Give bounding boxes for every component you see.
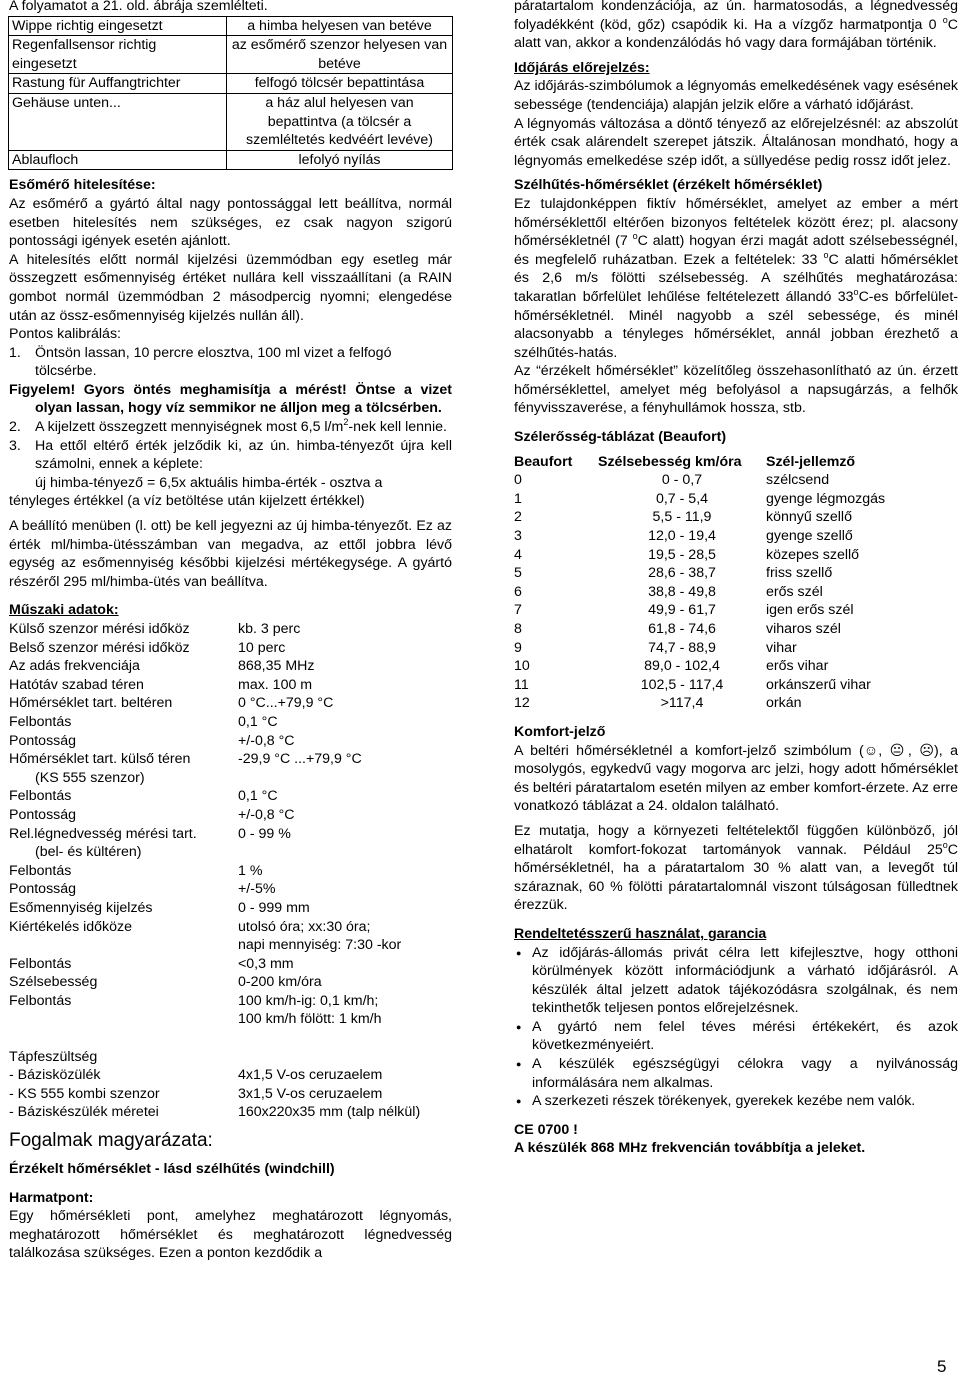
windchill-paragraph-1: Ez tulajdonképpen fiktív hőmérséklet, amelyet az ember a mért hőmérséklettől eltérően bizonyos feltételek között érez; pl. alacsony hőmérsékletnél (7 $^o$C alatt) hogyan érzi magát adott szélsebességnél, és megfelelő ruházatban. Ezek a feltételek: 33 $^o$C alatti hőmérséklet és 2,6 m/s fölötti szélsebesség. A szélhűtés meghatározása: takaratlan bőrfelület lehűlése feltételezett állandó 33$^o$C-es bőrfelület-hőmérsékletnél. Minél nagyobb a szél sebessége, és minél alacsonyabb a tényleges hőmérséklet, annál jobban érezhető a szélhűtés-hatás. <box>514 195 959 361</box>
list-item: ● Az időjárás-állomás privát célra lett kifejlesztve, hogy otthoni körülmények között információdjunk a várható időjárásról. A készülék által jelzett adatok tájékozódásra szolgálnak, és nem tekinthetők teljesen pontos előrejelzésnek. <box>514 944 958 1018</box>
beaufort-number: 2 <box>514 509 522 526</box>
dewpoint-paragraph: Egy hőmérsékleti pont, amelyhez meghatározott légnyomás, meghatározott hőmérséklet és meghatározott légnedvesség találkozása szükséges. Ezen a ponton kezdődik a <box>9 1208 452 1262</box>
spec-key <box>9 1010 238 1029</box>
wind-description: orkán <box>766 695 802 712</box>
beaufort-number: 12 <box>514 695 530 712</box>
wind-speed: 28,6 - 38,7 <box>648 565 716 582</box>
spec-value: 160x220x35 mm (talp nélkül) <box>238 1104 421 1121</box>
wind-description: friss szellő <box>766 565 833 582</box>
precise-calibration-label: Pontos kalibrálás: <box>9 326 121 343</box>
beaufort-column-header: Szélsebesség km/óra <box>598 453 742 470</box>
spec-key: Szélsebesség <box>9 974 98 991</box>
spec-key: (KS 555 szenzor) <box>35 769 145 786</box>
spec-value: 100 km/h-ig: 0,1 km/h; <box>238 992 379 1009</box>
step-text: A kijelzett összegzett mennyiségnek most 6,5 $l/m^2$-nek kell lennie. <box>35 417 447 436</box>
spec-value: 0,1 °C <box>238 788 278 805</box>
frequency-note: A készülék 868 MHz frekvencián továbbítja a jeleket. <box>514 1140 866 1157</box>
beaufort-number: 5 <box>514 565 522 582</box>
spec-key: Hatótáv szabad téren <box>9 676 144 693</box>
spec-key: Felbontás <box>9 713 72 730</box>
wind-speed: >117,4 <box>660 695 704 712</box>
spec-key: Pontosság <box>9 806 77 823</box>
wind-description: orkánszerű vihar <box>766 676 871 693</box>
german-term: Rastung für Auffangtrichter <box>9 74 227 94</box>
windchill-paragraph-2: Az “érzékelt hőmérséklet” közelítőleg összehasonlítható az ún. érzett hőmérséklettel, amelyet még befolyásol a napsugárzás, a felhők fényvisszaverése, a fényhullámok hossza, stb. <box>514 363 958 417</box>
forecast-paragraph-1: Az időjárás-szimbólumok a légnyomás emelkedésének vagy esésének sebessége (tendenciája) alapján jelzik előre a várható időjárást. <box>514 78 958 113</box>
step-number: 2. <box>9 419 21 436</box>
wind-description: gyenge szellő <box>766 528 853 545</box>
wind-speed: 0,7 - 5,4 <box>655 490 709 507</box>
hungarian-term: a ház alul helyesen van bepattintva (a tölcsér a szemléltetés kedvéért levéve) <box>227 93 453 150</box>
right-column <box>514 0 958 1158</box>
spec-value: 0,1 °C <box>238 713 278 730</box>
spec-key: Felbontás <box>9 788 72 805</box>
spec-value: napi mennyiség: 7:30 -kor <box>238 937 402 954</box>
wind-description: szélcsend <box>766 472 830 489</box>
spec-value <box>238 1029 452 1048</box>
table-row <box>9 93 453 150</box>
calibration-heading: Esőmérő hitelesítése: <box>9 177 156 194</box>
calibration-warning: Figyelem! Gyors öntés meghamisítja a mérést! Öntse a vizet olyan lassan, hogy víz semmikor ne álljon meg a tölcsérben. <box>9 381 452 417</box>
spec-key: Hőmérséklet tart. külső téren <box>9 751 191 768</box>
spec-key: Pontosság <box>9 881 77 898</box>
spec-key: Felbontás <box>9 862 72 879</box>
wind-speed: 19,5 - 28,5 <box>648 546 716 563</box>
spec-value: 3x1,5 V-os ceruzaelem <box>238 1085 383 1102</box>
wind-description: közepes szellő <box>766 546 860 563</box>
spec-key: Felbontás <box>9 955 72 972</box>
spec-value <box>238 1048 452 1067</box>
spec-key: Az adás frekvenciája <box>9 658 140 675</box>
spec-value <box>238 769 452 788</box>
table-row <box>9 150 453 170</box>
technical-data-list <box>9 620 452 1122</box>
wind-speed: 102,5 - 117,4 <box>640 676 724 693</box>
spec-value: -29,9 °C ...+79,9 °C <box>238 751 362 768</box>
comfort-paragraph-1: A beltéri hőmérsékletnél a komfort-jelző szimbólum (☺, 😐, ☹), a mosolygós, egykedvű vagy mogorva arc jelzi, hogy adott hőmérséklet és beltéri páratartalom esetén milyen az ember komfort-érzete. Az erre vonatkozó táblázat a 24. oldalon található. <box>514 742 958 815</box>
technical-data-heading: Műszaki adatok: <box>9 602 119 619</box>
spec-value: 0 - 999 mm <box>238 899 310 916</box>
spec-value: +/-0,8 °C <box>238 732 295 749</box>
wind-speed: 0 - 0,7 <box>661 472 703 489</box>
spec-value <box>238 843 452 862</box>
step-number: 3. <box>9 437 21 454</box>
calibration-paragraph-1: Az esőmérő a gyártó által nagy pontossággal lett beállítva, normál esetben hitelesítés nem szükséges, ez csak nagyon szigorú pontossági igények esetén ajánlott. <box>9 195 452 250</box>
calibration-paragraph-2: A hitelesítés előtt normál kijelzési üzemmódban egy esetleg már összegzett esőmennyiség értéket nullára kell visszaállítani (a RAIN gombot normál üzemmódban 2 másodpercig nyomni; elengedése után az össz-esőmennyiség kijelzés nullán áll). <box>9 251 452 324</box>
spec-value: +/-0,8 °C <box>238 806 295 823</box>
hungarian-term: az esőmérő szenzor helyesen van betéve <box>227 36 453 74</box>
comfort-heading: Komfort-jelző <box>514 723 606 740</box>
wind-speed: 38,8 - 49,8 <box>648 583 716 600</box>
wind-description: erős szél <box>766 583 823 600</box>
beaufort-heading: Szélerősség-táblázat (Beaufort) <box>514 429 727 446</box>
spec-key: Pontosság <box>9 732 77 749</box>
formula-line-1: új himba-tényező = 6,5x aktuális himba-érték - osztva a <box>35 474 383 491</box>
table-row <box>9 16 453 36</box>
comfort-paragraph-2: Ez mutatja, hogy a környezeti feltételektől függően különböző, jól elhatárolt komfort-fokozat tartományok vannak. Például 25$^o$C hőmérsékletnél, ha a páratartalom 30 % alatt van, a levegőt túl száraznak, 60 % fölötti páratartalomnál viszont túlságosan fülledtnek érezzük. <box>514 822 958 914</box>
spec-value: +/-5% <box>238 881 276 898</box>
spec-value: <0,3 mm <box>238 955 294 972</box>
german-term: Gehäuse unten... <box>9 93 227 150</box>
spec-value: 0 °C...+79,9 °C <box>238 695 334 712</box>
windchill-heading: Szélhűtés-hőmérséklet (érzékelt hőmérséklet) <box>514 177 823 194</box>
beaufort-number: 4 <box>514 546 522 563</box>
german-term: Regenfallsensor richtig eingesetzt <box>9 36 227 74</box>
part-translation-table <box>8 16 453 171</box>
spec-value: 4x1,5 V-os ceruzaelem <box>238 1067 383 1084</box>
dewpoint-continuation: páratartalom kondenzációja, az ún. harmatosodás, a légnedvesség folyadékként (köd, gőz) csapódik ki. Ha a vízgőz harmatpontja 0 $^o$C alatt van, akkor a kondenzálódás hó vagy dara formájában történik. <box>514 0 958 52</box>
wind-speed: 5,5 - 11,9 <box>652 509 712 526</box>
beaufort-number: 6 <box>514 583 522 600</box>
spec-key <box>9 936 238 955</box>
spec-key: Rel.légnedvesség mérési tart. <box>9 825 197 842</box>
spec-key: Hőmérséklet tart. beltéren <box>9 695 173 712</box>
german-term: Wippe richtig eingesetzt <box>9 16 227 36</box>
spec-key <box>9 1029 238 1048</box>
table-row <box>9 36 453 74</box>
beaufort-number: 9 <box>514 639 522 656</box>
left-column <box>9 0 452 1263</box>
list-item: ● A szerkezeti részek törékenyek, gyerekek kezébe nem valók. <box>514 1092 958 1111</box>
spec-key: - Báziskészülék méretei <box>9 1104 159 1121</box>
concepts-heading: Fogalmak magyarázata: <box>9 1130 213 1152</box>
wind-description: vihar <box>766 639 797 656</box>
german-term: Ablaufloch <box>9 150 227 170</box>
beaufort-table <box>514 453 958 713</box>
wind-description: viharos szél <box>766 621 841 637</box>
hungarian-term: lefolyó nyílás <box>227 150 453 170</box>
wind-description: könnyű szellő <box>766 509 852 526</box>
step-text: Öntsön lassan, 10 percre elosztva, 100 ml vizet a felfogó tölcsérbe. <box>35 344 392 380</box>
page-number: 5 <box>937 1357 947 1376</box>
wind-description: igen erős szél <box>766 602 854 619</box>
spec-key: Külső szenzor mérési időköz <box>9 621 190 637</box>
use-warranty-heading: Rendeltetésszerű használat, garancia <box>514 925 767 942</box>
dewpoint-heading: Harmatpont: <box>9 1189 94 1206</box>
beaufort-number: 7 <box>514 602 522 619</box>
forecast-heading: Időjárás előrejelzés: <box>514 59 650 76</box>
list-item: ● A gyártó nem felel téves mérési értékekért, és azok következményeiért. <box>514 1018 958 1055</box>
wind-speed: 74,7 - 88,9 <box>648 639 716 656</box>
beaufort-number: 11 <box>514 676 529 693</box>
calibration-step-3 <box>9 437 452 474</box>
spec-key: Esőmennyiség kijelzés <box>9 899 153 916</box>
beaufort-column-header: Szél-jellemző <box>766 453 856 470</box>
forecast-paragraph-2: A légnyomás változása a döntő tényező az előrejelzésnél: az abszolút érték csak alárendelt szerepet játszik. Általánosan mondható, hogy a légnyomás emelkedése szép időt, a süllyedése pedig rossz időt jelez. <box>514 115 958 169</box>
spec-value: 100 km/h fölött: 1 km/h <box>238 1011 382 1028</box>
wind-speed: 89,0 - 102,4 <box>644 658 720 675</box>
beaufort-column-header: Beaufort <box>514 453 573 470</box>
table-row <box>9 74 453 94</box>
spec-key: Belső szenzor mérési időköz <box>9 639 190 656</box>
spec-value: kb. 3 perc <box>238 621 301 637</box>
step-text: Ha ettől eltérő érték jelződik ki, az ún. himba-tényezőt újra kell számolni, ennek a képlete: <box>35 437 452 473</box>
beaufort-number: 10 <box>514 658 530 675</box>
wind-speed: 49,9 - 61,7 <box>648 602 716 619</box>
windchill-reference: Érzékelt hőmérséklet - lásd szélhűtés (windchill) <box>9 1161 335 1178</box>
calibration-step-2 <box>9 418 452 437</box>
spec-key: Kiértékelés időköze <box>9 918 133 935</box>
spec-key: - Bázisközülék <box>9 1067 101 1084</box>
wind-speed: 61,8 - 74,6 <box>648 621 716 637</box>
wind-description: erős vihar <box>766 658 829 675</box>
spec-key: (bel- és kültéren) <box>35 844 142 861</box>
ce-mark: CE 0700 ! <box>514 1121 578 1138</box>
beaufort-number: 1 <box>514 490 522 507</box>
use-warranty-list <box>514 944 958 1111</box>
calibration-step-1 <box>9 344 452 381</box>
list-item: ● A készülék egészségügyi célokra vagy a nyilvánosság informálására nem alkalmas. <box>514 1055 958 1092</box>
spec-key: - KS 555 kombi szenzor <box>9 1085 160 1102</box>
spec-key: Tápfeszültség <box>9 1048 98 1065</box>
spec-key: Felbontás <box>9 992 72 1009</box>
step-number: 1. <box>9 344 21 361</box>
intro-line: A folyamatot a 21. old. ábrája szemlélteti. <box>9 0 268 14</box>
spec-value: 1 % <box>238 862 263 879</box>
spec-value: utolsó óra; xx:30 óra; <box>238 918 371 935</box>
beaufort-number: 0 <box>514 472 522 489</box>
wind-speed: 12,0 - 19,4 <box>648 528 716 545</box>
beaufort-number: 8 <box>514 621 522 637</box>
setup-paragraph: A beállító menüben (l. ott) be kell jegyezni az új himba-tényezőt. Ez az érték ml/himba-ütésszámban van megadva, az ettől jobbra lévő egység az esőmennyiség későbbi kijelzési mértékegysége. A gyártó részéről 295 ml/himba-ütés van beállítva. <box>9 518 452 590</box>
spec-value: 0 - 99 % <box>238 825 291 842</box>
spec-value: 10 perc <box>238 639 286 656</box>
hungarian-term: felfogó tölcsér bepattintása <box>227 74 453 94</box>
hungarian-term: a himba helyesen van betéve <box>227 16 453 36</box>
beaufort-number: 3 <box>514 528 522 545</box>
spec-value: 868,35 MHz <box>238 658 315 675</box>
spec-value: max. 100 m <box>238 676 313 693</box>
wind-description: gyenge légmozgás <box>766 490 886 507</box>
spec-value: 0-200 km/óra <box>238 974 322 991</box>
formula-line-2: tényleges értékkel (a víz betöltése után kijelzett értékkel) <box>9 493 365 510</box>
